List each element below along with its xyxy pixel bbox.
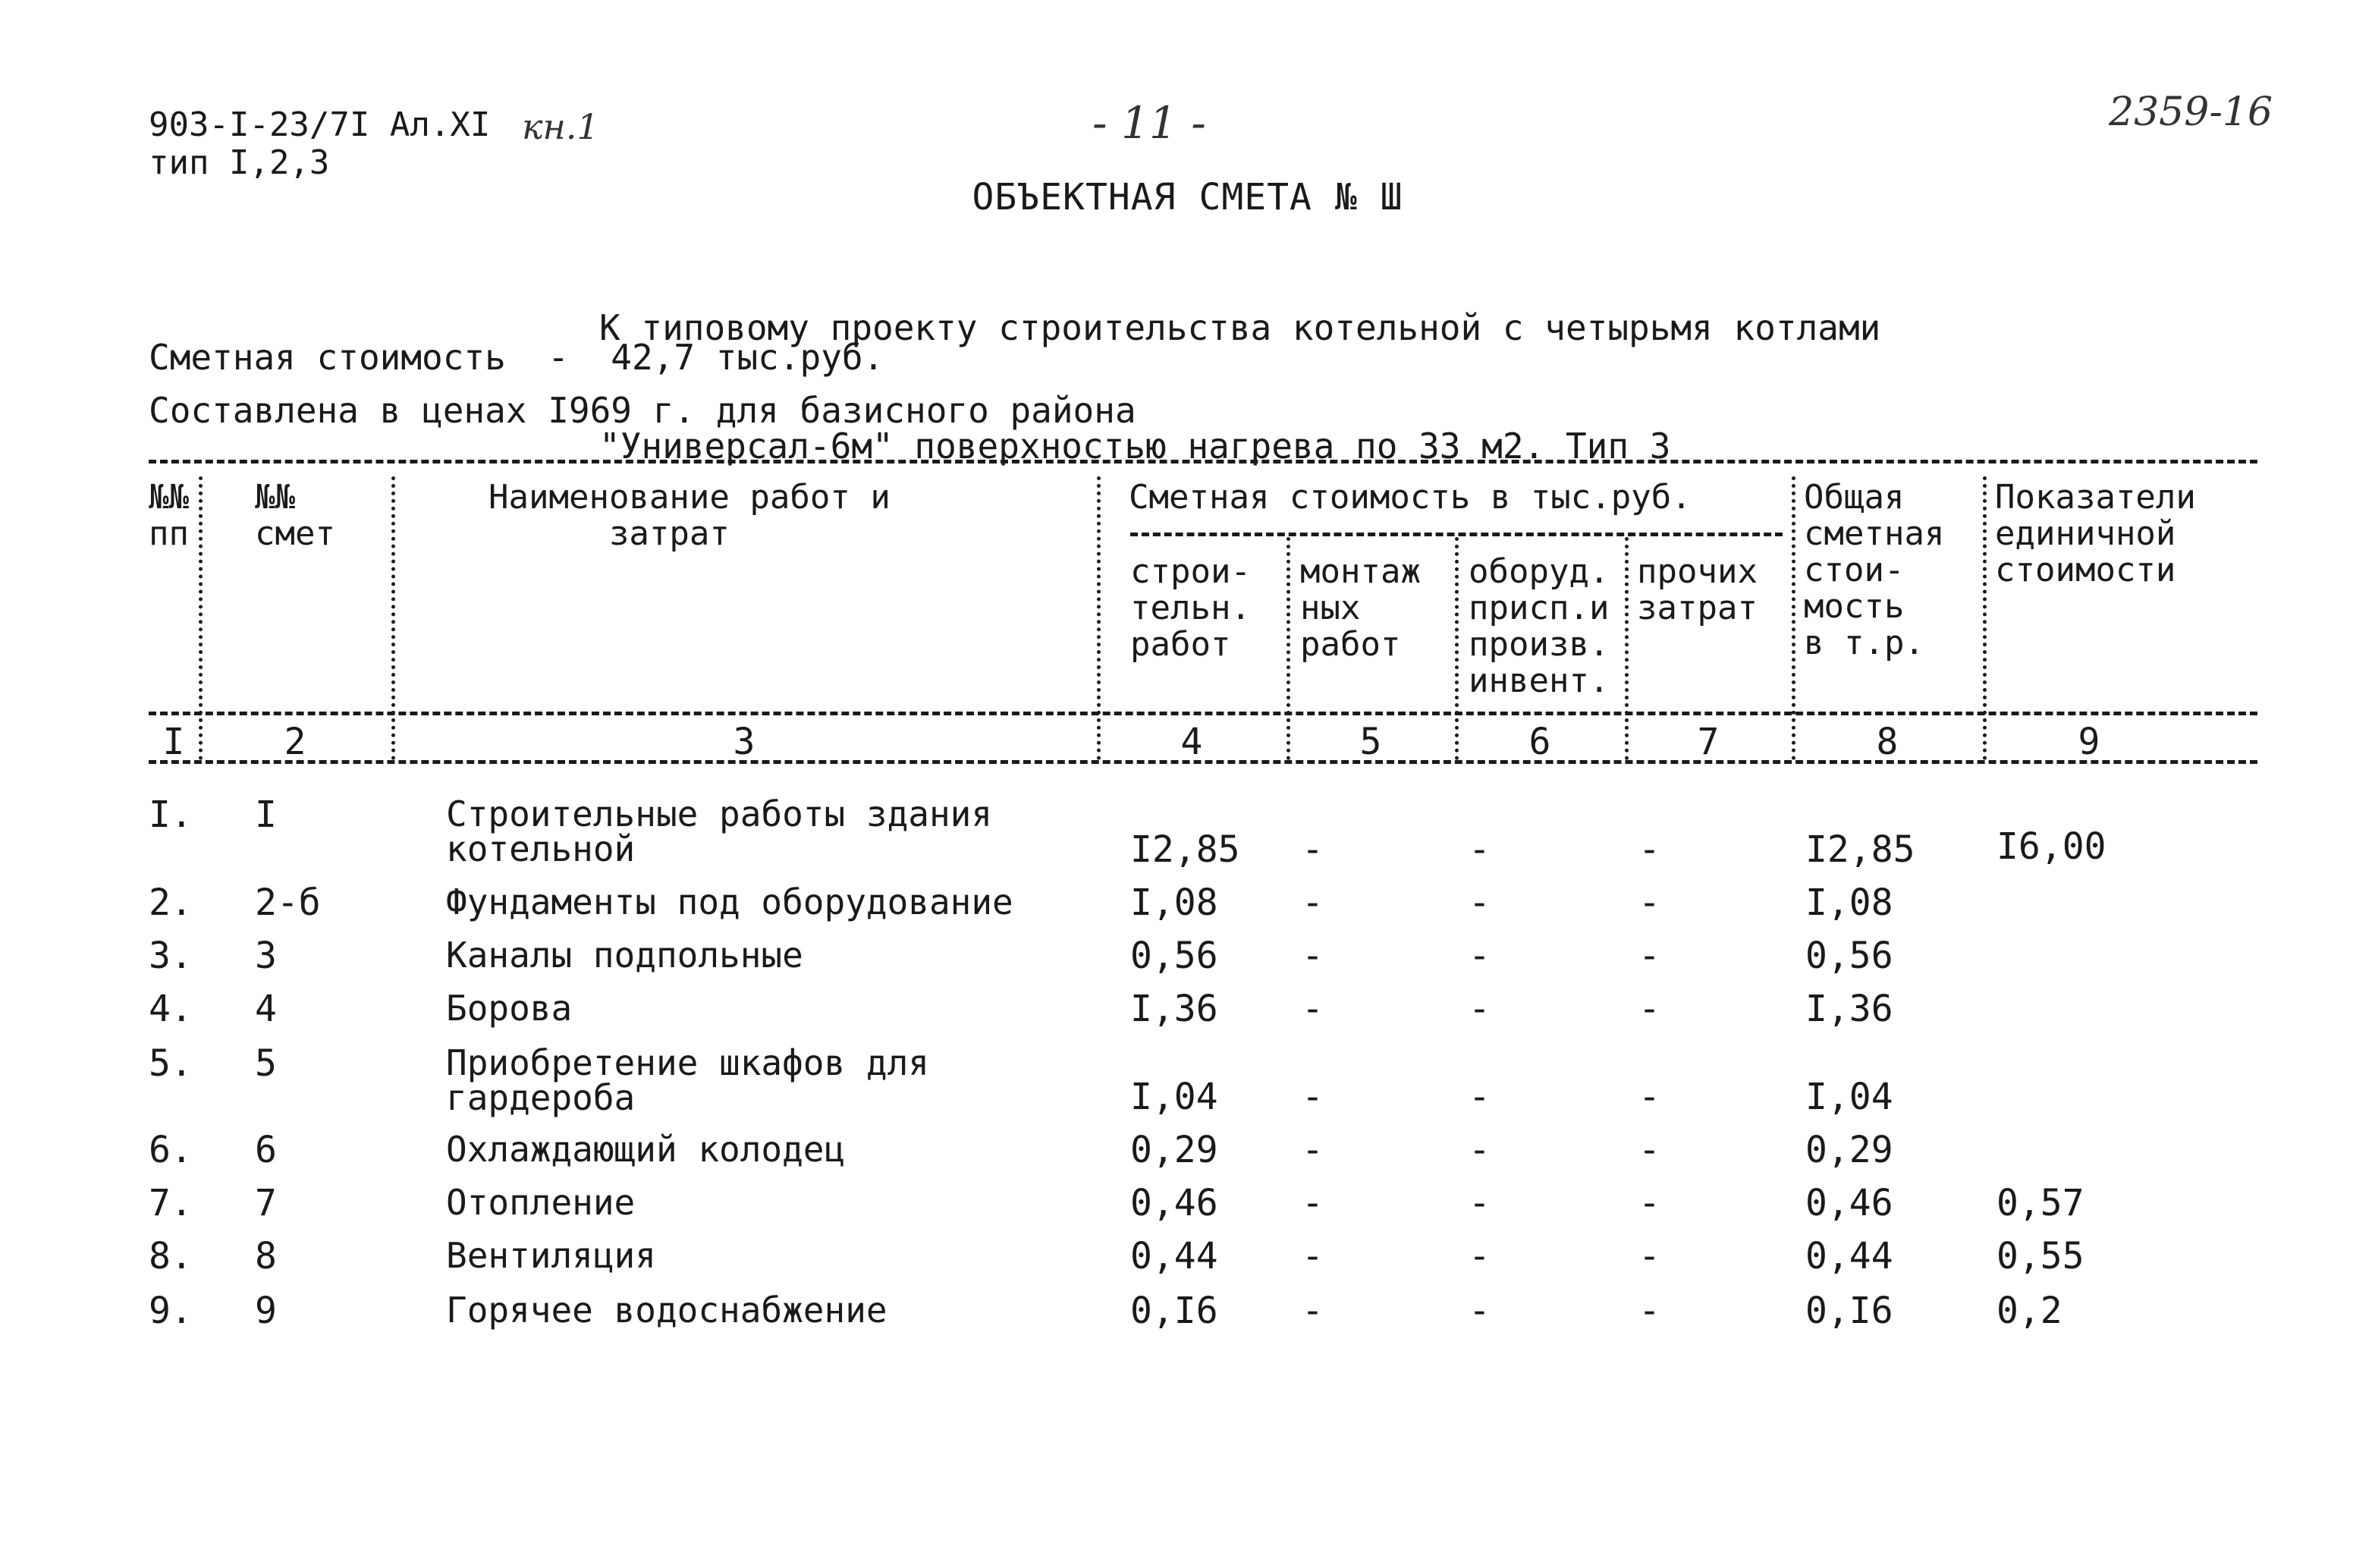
row-number: 3. bbox=[149, 935, 193, 977]
header-estimate-number: №№ смет bbox=[255, 478, 335, 553]
column-number: 4 bbox=[1180, 721, 1203, 763]
work-name: Фундаменты под оборудование bbox=[446, 881, 1013, 922]
other-cost: - bbox=[1638, 1129, 1660, 1171]
column-number: 9 bbox=[2078, 721, 2100, 763]
installation-cost: - bbox=[1302, 1129, 1324, 1171]
unit-indicator: 0,57 bbox=[1996, 1182, 2084, 1224]
installation-cost: - bbox=[1302, 1235, 1324, 1277]
row-number: 6. bbox=[149, 1129, 193, 1171]
construction-cost: 0,29 bbox=[1130, 1129, 1218, 1171]
work-name: Приобретение шкафов для гардероба bbox=[446, 1042, 929, 1118]
estimate-number: 7 bbox=[255, 1182, 277, 1224]
other-cost: - bbox=[1638, 1290, 1660, 1332]
document-code: 903-I-23/7I Ал.XI bbox=[149, 105, 491, 144]
total-cost: 0,44 bbox=[1805, 1235, 1893, 1277]
column-number: I bbox=[162, 721, 185, 763]
installation-cost: - bbox=[1302, 881, 1324, 924]
row-number: 4. bbox=[149, 988, 193, 1030]
construction-cost: I,36 bbox=[1130, 988, 1218, 1030]
construction-cost: 0,44 bbox=[1130, 1235, 1218, 1277]
group-header-rule bbox=[1130, 533, 1783, 536]
column-number: 8 bbox=[1876, 721, 1899, 763]
total-cost: 0,I6 bbox=[1805, 1290, 1893, 1332]
work-name: Строительные работы здания котельной bbox=[446, 793, 993, 869]
column-number: 7 bbox=[1697, 721, 1720, 763]
installation-cost: - bbox=[1302, 988, 1324, 1030]
estimated-cost-line: Сметная стоимость - 42,7 тыс.руб. bbox=[149, 337, 884, 378]
equipment-cost: - bbox=[1469, 1129, 1491, 1171]
unit-indicator: 0,2 bbox=[1996, 1290, 2062, 1332]
other-cost: - bbox=[1638, 828, 1660, 871]
total-cost: 0,29 bbox=[1805, 1129, 1893, 1171]
column-divider-2 bbox=[391, 476, 395, 760]
other-cost: - bbox=[1638, 881, 1660, 924]
other-cost: - bbox=[1638, 1182, 1660, 1224]
row-number: 9. bbox=[149, 1290, 193, 1332]
column-number: 3 bbox=[733, 721, 756, 763]
total-cost: 0,46 bbox=[1805, 1182, 1893, 1224]
price-basis-line: Составлена в ценах I969 г. для базисного района bbox=[149, 390, 1136, 431]
construction-cost: I2,85 bbox=[1130, 828, 1240, 871]
equipment-cost: - bbox=[1469, 1182, 1491, 1224]
work-name: Горячее водоснабжение bbox=[446, 1290, 887, 1331]
header-unit-indicators: Показатели единичной стоимости bbox=[1995, 478, 2196, 589]
other-cost: - bbox=[1638, 1076, 1660, 1118]
equipment-cost: - bbox=[1469, 1290, 1491, 1332]
header-other-costs: прочих затрат bbox=[1637, 552, 1758, 627]
equipment-cost: - bbox=[1469, 1076, 1491, 1118]
total-cost: I,04 bbox=[1805, 1076, 1893, 1118]
installation-cost: - bbox=[1302, 1290, 1324, 1332]
subtitle-line-1: К типовому проекту строительства котельной с четырьмя котлами bbox=[599, 307, 1881, 348]
column-divider-3 bbox=[1097, 476, 1101, 760]
estimate-number: 2-б bbox=[255, 881, 321, 924]
header-work-name: Наименование работ и затрат bbox=[489, 478, 891, 553]
column-divider-1 bbox=[199, 476, 203, 760]
equipment-cost: - bbox=[1469, 881, 1491, 924]
work-name: Борова bbox=[446, 988, 573, 1029]
document-type-line: тип I,2,3 bbox=[149, 143, 330, 182]
equipment-cost: - bbox=[1469, 828, 1491, 871]
header-row-number: №№ пп bbox=[149, 478, 189, 553]
column-number: 2 bbox=[284, 721, 306, 763]
work-name: Вентиляция bbox=[446, 1235, 656, 1276]
document-title: ОБЪЕКТНАЯ СМЕТА № Ш bbox=[972, 176, 1403, 218]
total-cost: I,08 bbox=[1805, 881, 1893, 924]
header-cost-group: Сметная стоимость в тыс.руб. bbox=[1129, 478, 1692, 517]
construction-cost: I,04 bbox=[1130, 1076, 1218, 1118]
column-divider-8 bbox=[1983, 476, 1987, 760]
column-divider-7 bbox=[1792, 476, 1795, 760]
unit-indicator: I6,00 bbox=[1996, 825, 2106, 868]
page-number: - 11 - bbox=[1092, 97, 1206, 149]
total-cost: 0,56 bbox=[1805, 935, 1893, 977]
construction-cost: 0,I6 bbox=[1130, 1290, 1218, 1332]
estimate-number: I bbox=[255, 793, 277, 836]
row-number: I. bbox=[149, 793, 193, 836]
other-cost: - bbox=[1638, 1235, 1660, 1277]
total-cost: I,36 bbox=[1805, 988, 1893, 1030]
column-number: 6 bbox=[1528, 721, 1551, 763]
other-cost: - bbox=[1638, 935, 1660, 977]
handwritten-book-note: кн.1 bbox=[522, 106, 599, 147]
subtitle-line-2: "Универсал-6м" поверхностью нагрева по 33 м2. Тип 3 bbox=[599, 426, 1671, 467]
sheet-number: 2359-16 bbox=[2109, 90, 2273, 135]
equipment-cost: - bbox=[1469, 935, 1491, 977]
installation-cost: - bbox=[1302, 935, 1324, 977]
work-name: Каналы подпольные bbox=[446, 935, 803, 976]
column-number-top-rule bbox=[149, 712, 2257, 715]
unit-indicator: 0,55 bbox=[1996, 1235, 2084, 1277]
estimate-number: 3 bbox=[255, 935, 277, 977]
installation-cost: - bbox=[1302, 828, 1324, 871]
row-number: 2. bbox=[149, 881, 193, 924]
construction-cost: 0,56 bbox=[1130, 935, 1218, 977]
installation-cost: - bbox=[1302, 1076, 1324, 1118]
work-name: Отопление bbox=[446, 1182, 636, 1223]
other-cost: - bbox=[1638, 988, 1660, 1030]
column-number-bottom-rule bbox=[149, 760, 2257, 764]
total-cost: I2,85 bbox=[1805, 828, 1915, 871]
row-number: 7. bbox=[149, 1182, 193, 1224]
equipment-cost: - bbox=[1469, 988, 1491, 1030]
header-equipment: оборуд. присп.и произв. инвент. bbox=[1469, 552, 1610, 700]
estimate-number: 8 bbox=[255, 1235, 277, 1277]
header-construction-works: строи- тельн. работ bbox=[1130, 552, 1251, 664]
estimate-number: 6 bbox=[255, 1129, 277, 1171]
estimate-number: 9 bbox=[255, 1290, 277, 1332]
equipment-cost: - bbox=[1469, 1235, 1491, 1277]
estimate-number: 4 bbox=[255, 988, 277, 1030]
table-top-rule bbox=[149, 460, 2257, 463]
estimate-number: 5 bbox=[255, 1042, 277, 1085]
row-number: 8. bbox=[149, 1235, 193, 1277]
header-installation-works: монтаж ных работ bbox=[1300, 552, 1421, 664]
row-number: 5. bbox=[149, 1042, 193, 1085]
installation-cost: - bbox=[1302, 1182, 1324, 1224]
work-name: Охлаждающий колодец bbox=[446, 1129, 846, 1170]
construction-cost: 0,46 bbox=[1130, 1182, 1218, 1224]
header-total-cost: Общая сметная стои- мость в т.р. bbox=[1804, 478, 1945, 662]
column-number: 5 bbox=[1359, 721, 1382, 763]
construction-cost: I,08 bbox=[1130, 881, 1218, 924]
